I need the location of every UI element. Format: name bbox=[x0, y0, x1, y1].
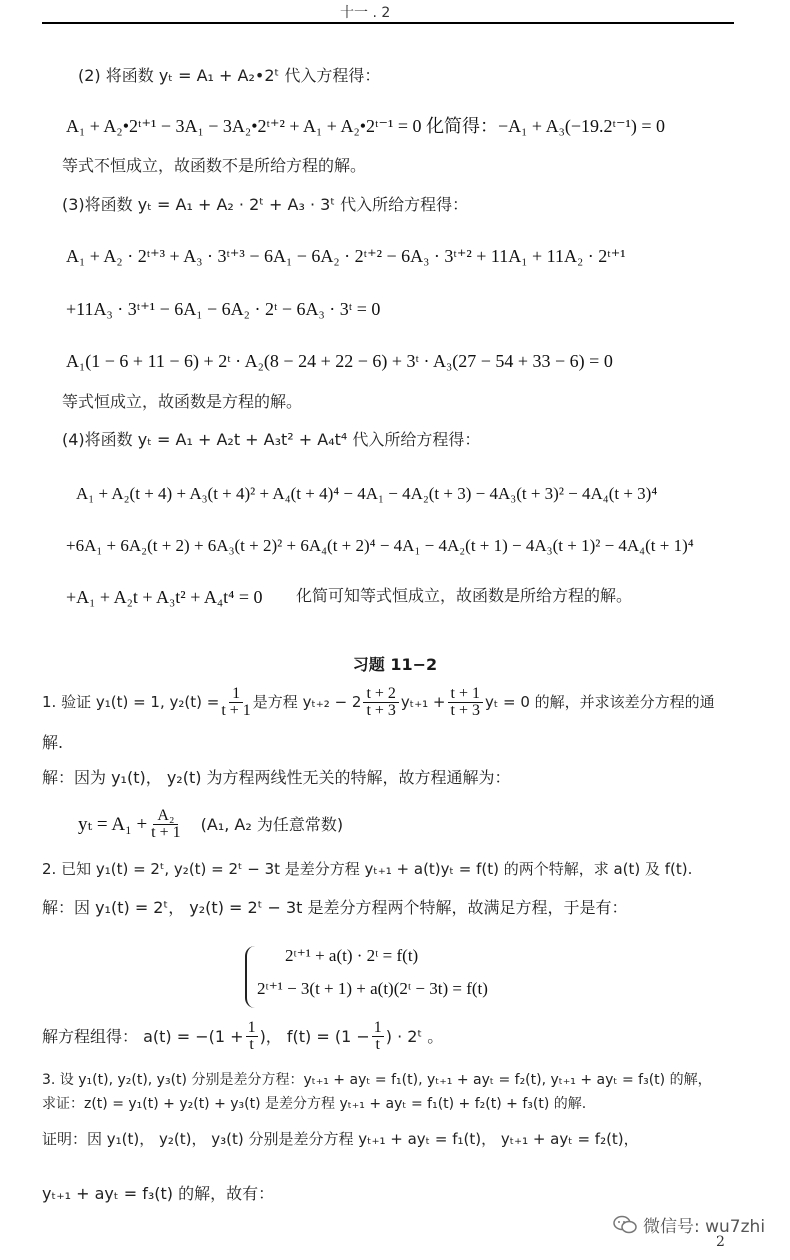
q2-result bbox=[42, 1020, 443, 1053]
part4-conclusion: 化简可知等式恒成立，故函数是所给方程的解。 bbox=[296, 586, 633, 605]
part3-equation-2: +11A₃ · 3ᵗ⁺¹ − 6A₁ − 6A₂ · 2ᵗ − 6A₃ · 3ᵗ = 0 bbox=[66, 299, 381, 319]
q1-frac1-num: 1 bbox=[229, 686, 243, 703]
q1-frac1-den: t + 1 bbox=[221, 702, 251, 719]
q1-problem-pre: 1. 验证 y₁(t) = 1, y₂(t) = bbox=[42, 693, 220, 711]
q1-fraction-2 bbox=[363, 686, 398, 719]
part4-intro: (4)将函数 yₜ = A₁ + A₂t + A₃t² + A₄t⁴ 代入所给方程得： bbox=[62, 430, 481, 449]
q1-general-note: (A₁, A₂ 为任意常数) bbox=[200, 814, 344, 834]
part3-equation-3: A₁(1 − 6 + 11 − 6) + 2ᵗ · A₂(8 − 24 + 22 − 6) + 3ᵗ · A₃(27 − 54 + 33 − 6) = 0 bbox=[66, 351, 613, 371]
q1-problem-continued: 解. bbox=[42, 733, 64, 752]
q2-frac2-num: 1 bbox=[373, 1019, 382, 1036]
q2-result-pre: 解方程组得： a(t) = −(1 + bbox=[42, 1026, 244, 1046]
q3-problem-1: 3. 设 y₁(t), y₂(t), y₃(t) 分别是差分方程：yₜ₊₁ + ayₜ = f₁(t), yₜ₊₁ + ayₜ = f₂(t), yₜ₊₁ + ayₜ = f₃(t) 的解， bbox=[42, 1072, 712, 1088]
q2-result-fraction-1 bbox=[246, 1020, 258, 1053]
page-number: 2 bbox=[716, 1234, 725, 1250]
q2-result-fraction-2 bbox=[372, 1020, 384, 1053]
q1-problem bbox=[42, 686, 715, 719]
q1-fraction-3 bbox=[448, 686, 483, 719]
part2-equation: A₁ + A₂•2ᵗ⁺¹ − 3A₁ − 3A₂•2ᵗ⁺² + A₁ + A₂•2ᵗ⁻¹ = 0 化简得：−A₁ + A₃(−19.2ᵗ⁻¹) = 0 bbox=[66, 116, 666, 136]
part4-equation-3: +A₁ + A₂t + A₃t² + A₄t⁴ = 0 bbox=[66, 587, 263, 607]
q2-system-eq2: 2ᵗ⁺¹ − 3(t + 1) + a(t)(2ᵗ − 3t) = f(t) bbox=[257, 979, 488, 998]
part2-conclusion: 等式不恒成立，故函数不是所给方程的解。 bbox=[62, 156, 367, 175]
q1-frac2-num: t + 2 bbox=[363, 686, 398, 703]
wechat-icon bbox=[613, 1215, 637, 1235]
q3-proof-1: 证明：因 y₁(t)， y₂(t)， y₃(t) 分别是差分方程 yₜ₊₁ + ayₜ = f₁(t)， yₜ₊₁ + ayₜ = f₂(t)， bbox=[42, 1130, 639, 1148]
part3-conclusion: 等式恒成立，故函数是方程的解。 bbox=[62, 392, 303, 411]
page-header bbox=[0, 0, 790, 28]
header-text: 十一 . 2 bbox=[340, 5, 391, 21]
q1-frac3-den: t + 3 bbox=[450, 702, 480, 719]
q1-problem-mid1: 是方程 yₜ₊₂ − 2 bbox=[252, 693, 362, 711]
q1-solution: 解：因为 y₁(t)， y₂(t) 为方程两线性无关的特解，故方程通解为： bbox=[42, 768, 511, 787]
q2-result-mid: )， f(t) = (1 − bbox=[259, 1026, 370, 1046]
q2-frac1-num: 1 bbox=[247, 1019, 256, 1036]
header-rule bbox=[42, 22, 734, 24]
q1-general-den: t + 1 bbox=[151, 824, 181, 841]
q3-proof-2: yₜ₊₁ + ayₜ = f₃(t) 的解，故有： bbox=[42, 1184, 275, 1203]
part4-equation-2: +6A₁ + 6A₂(t + 2) + 6A₃(t + 2)² + 6A₄(t + 2)⁴ − 4A₁ − 4A₂(t + 1) − 4A₃(t + 1)² − 4A₄(t + 1)⁴ bbox=[66, 536, 694, 555]
part3-equation-1: A₁ + A₂ · 2ᵗ⁺³ + A₃ · 3ᵗ⁺³ − 6A₁ − 6A₂ · 2ᵗ⁺² − 6A₃ · 3ᵗ⁺² + 11A₁ + 11A₂ · 2ᵗ⁺¹ bbox=[66, 246, 626, 266]
q1-general-fraction bbox=[151, 808, 180, 841]
q2-result-post: ) · 2ᵗ 。 bbox=[385, 1026, 444, 1046]
part4-equation-1: A₁ + A₂(t + 4) + A₃(t + 4)² + A₄(t + 4)⁴ − 4A₁ − 4A₂(t + 3) − 4A₃(t + 3)² − 4A₄(t + 3)⁴ bbox=[76, 484, 658, 503]
system-brace bbox=[245, 946, 261, 1008]
q1-frac2-den: t + 3 bbox=[366, 702, 396, 719]
q1-general-pre: yₜ = A₁ + bbox=[78, 814, 148, 835]
wechat-watermark bbox=[613, 1212, 765, 1237]
q1-problem-mid2: yₜ₊₁ + bbox=[400, 693, 446, 711]
watermark-text: 微信号: wu7zhi bbox=[643, 1217, 766, 1237]
q2-frac1-den: t bbox=[249, 1036, 254, 1053]
section-title: 习题 11−2 bbox=[352, 655, 438, 674]
q2-solution: 解：因 y₁(t) = 2ᵗ， y₂(t) = 2ᵗ − 3t 是差分方程两个特解，故满足方程，于是有： bbox=[42, 898, 628, 917]
part2-intro: (2) 将函数 yₜ = A₁ + A₂•2ᵗ 代入方程得： bbox=[78, 66, 381, 85]
q1-frac3-num: t + 1 bbox=[448, 686, 483, 703]
q2-frac2-den: t bbox=[375, 1036, 380, 1053]
part3-intro: (3)将函数 yₜ = A₁ + A₂ · 2ᵗ + A₃ · 3ᵗ 代入所给方程得： bbox=[62, 195, 469, 214]
q2-problem: 2. 已知 y₁(t) = 2ᵗ, y₂(t) = 2ᵗ − 3t 是差分方程 yₜ₊₁ + a(t)yₜ = f(t) 的两个特解，求 a(t) 及 f(t). bbox=[42, 860, 693, 878]
q1-general-solution bbox=[78, 808, 343, 841]
q1-general-num: A₂ bbox=[153, 808, 178, 825]
q1-fraction-1 bbox=[221, 686, 250, 719]
q2-system-eq1: 2ᵗ⁺¹ + a(t) · 2ᵗ = f(t) bbox=[285, 946, 419, 965]
q3-problem-2: 求证：z(t) = y₁(t) + y₂(t) + y₃(t) 是差分方程 yₜ₊₁ + ayₜ = f₁(t) + f₂(t) + f₃(t) 的解. bbox=[42, 1096, 587, 1112]
q1-problem-post: yₜ = 0 的解，并求该差分方程的通 bbox=[484, 693, 715, 711]
